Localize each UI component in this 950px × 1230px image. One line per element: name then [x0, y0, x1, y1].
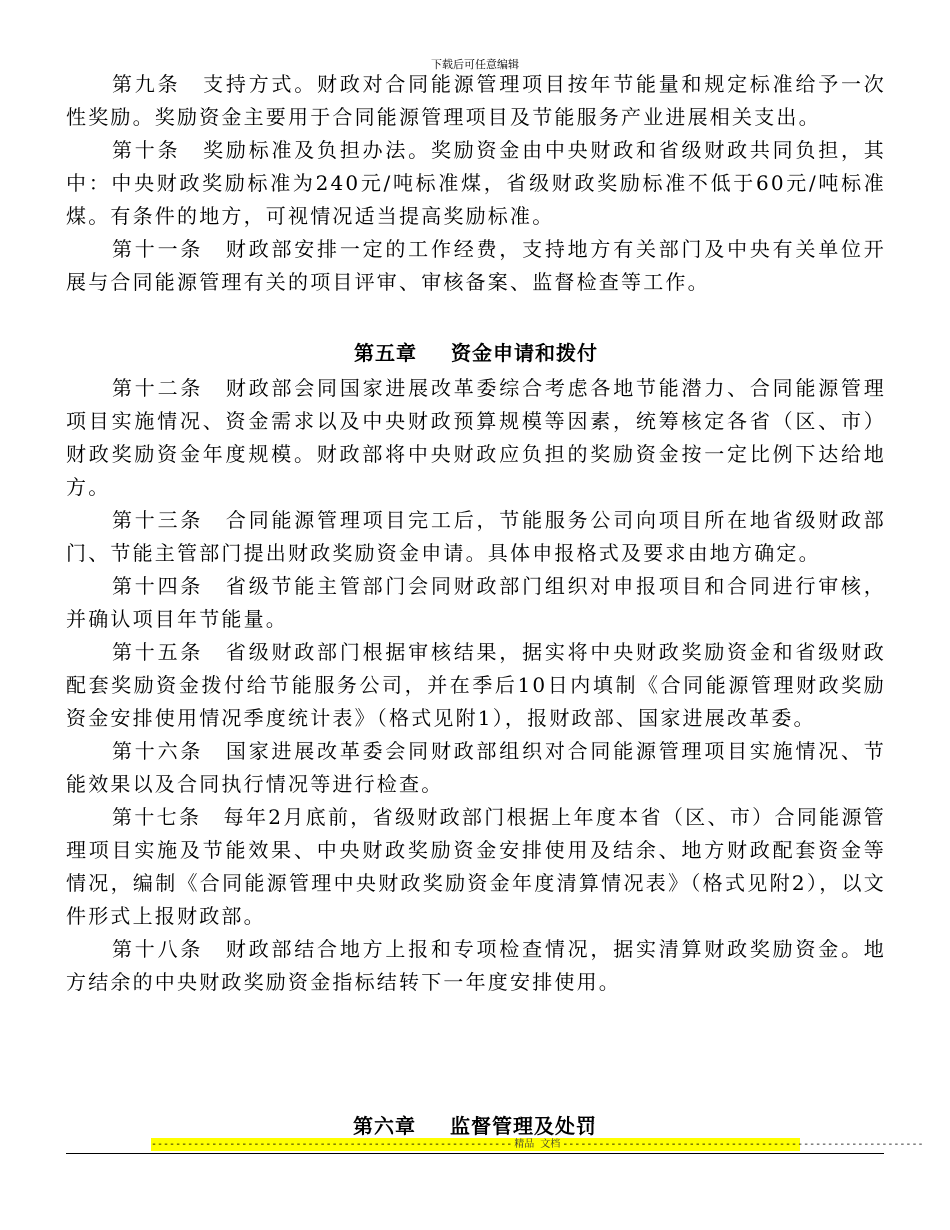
footer-dashes-right: ------------------------------------------------------------ — [562, 1139, 924, 1150]
article-18: 第十八条 财政部结合地方上报和专项检查情况，据实清算财政奖励资金。地方结余的中央财政奖励资金指标结转下一年度安排使用。 — [66, 937, 886, 994]
header-note: 下载后可任意编辑 — [431, 58, 519, 71]
footer-label: 精品 文档 — [514, 1139, 561, 1150]
article-13: 第十三条 合同能源管理项目完工后，节能服务公司向项目所在地省级财政部门、节能主管部门提出财政奖励资金申请。具体申报格式及要求由地方确定。 — [66, 508, 886, 565]
article-16: 第十六条 国家进展改革委会同财政部组织对合同能源管理项目实施情况、节能效果以及合同执行情况等进行检查。 — [66, 739, 886, 796]
article-14: 第十四条 省级节能主管部门会同财政部门组织对申报项目和合同进行审核，并确认项目年节能量。 — [66, 574, 886, 631]
chapter-5-heading — [66, 337, 886, 366]
article-17: 第十七条 每年2月底前，省级财政部门根据上年度本省（区、市）合同能源管理项目实施及节能效果、中央财政奖励资金安排使用及结余、地方财政配套资金等情况，编制《合同能源管理中央财政奖励资金年度清算情况表》（格式见附2），以文件形式上报财政部。 — [66, 805, 886, 928]
article-11: 第十一条 财政部安排一定的工作经费，支持地方有关部门及中央有关单位开展与合同能源管理有关的项目评审、审核备案、监督检查等工作。 — [66, 237, 886, 294]
document-body — [66, 68, 886, 999]
footer-watermark-band — [151, 1138, 924, 1151]
article-10: 第十条 奖励标准及负担办法。奖励资金由中央财政和省级财政共同负担，其中：中央财政奖励标准为240元/吨标准煤，省级财政奖励标准不低于60元/吨标准煤。有条件的地方，可视情况适当提高奖励标准。 — [66, 138, 886, 228]
chapter-6-number: 第六章 — [353, 1114, 416, 1138]
chapter-5-number: 第五章 — [354, 341, 417, 365]
chapter-6-heading — [0, 1110, 950, 1139]
article-15: 第十五条 省级财政部门根据审核结果，据实将中央财政奖励资金和省级财政配套奖励资金拨付给节能服务公司，并在季后10日内填制《合同能源管理财政奖励资金安排使用情况季度统计表》（格式见附1），报财政部、国家进展改革委。 — [66, 640, 886, 730]
chapter-6-title: 监督管理及处罚 — [450, 1114, 597, 1138]
footer-rule — [66, 1153, 884, 1154]
footer-dashes-left: ------------------------------------------------------------ — [151, 1139, 513, 1150]
article-12: 第十二条 财政部会同国家进展改革委综合考虑各地节能潜力、合同能源管理项目实施情况、资金需求以及中央财政预算规模等因素，统筹核定各省（区、市）财政奖励资金年度规模。财政部将中央财政应负担的奖励资金按一定比例下达给地方。 — [66, 376, 886, 499]
chapter-5-title: 资金申请和拨付 — [451, 341, 598, 365]
article-9: 第九条 支持方式。财政对合同能源管理项目按年节能量和规定标准给予一次性奖励。奖励资金主要用于合同能源管理项目及节能服务产业进展相关支出。 — [66, 72, 886, 129]
